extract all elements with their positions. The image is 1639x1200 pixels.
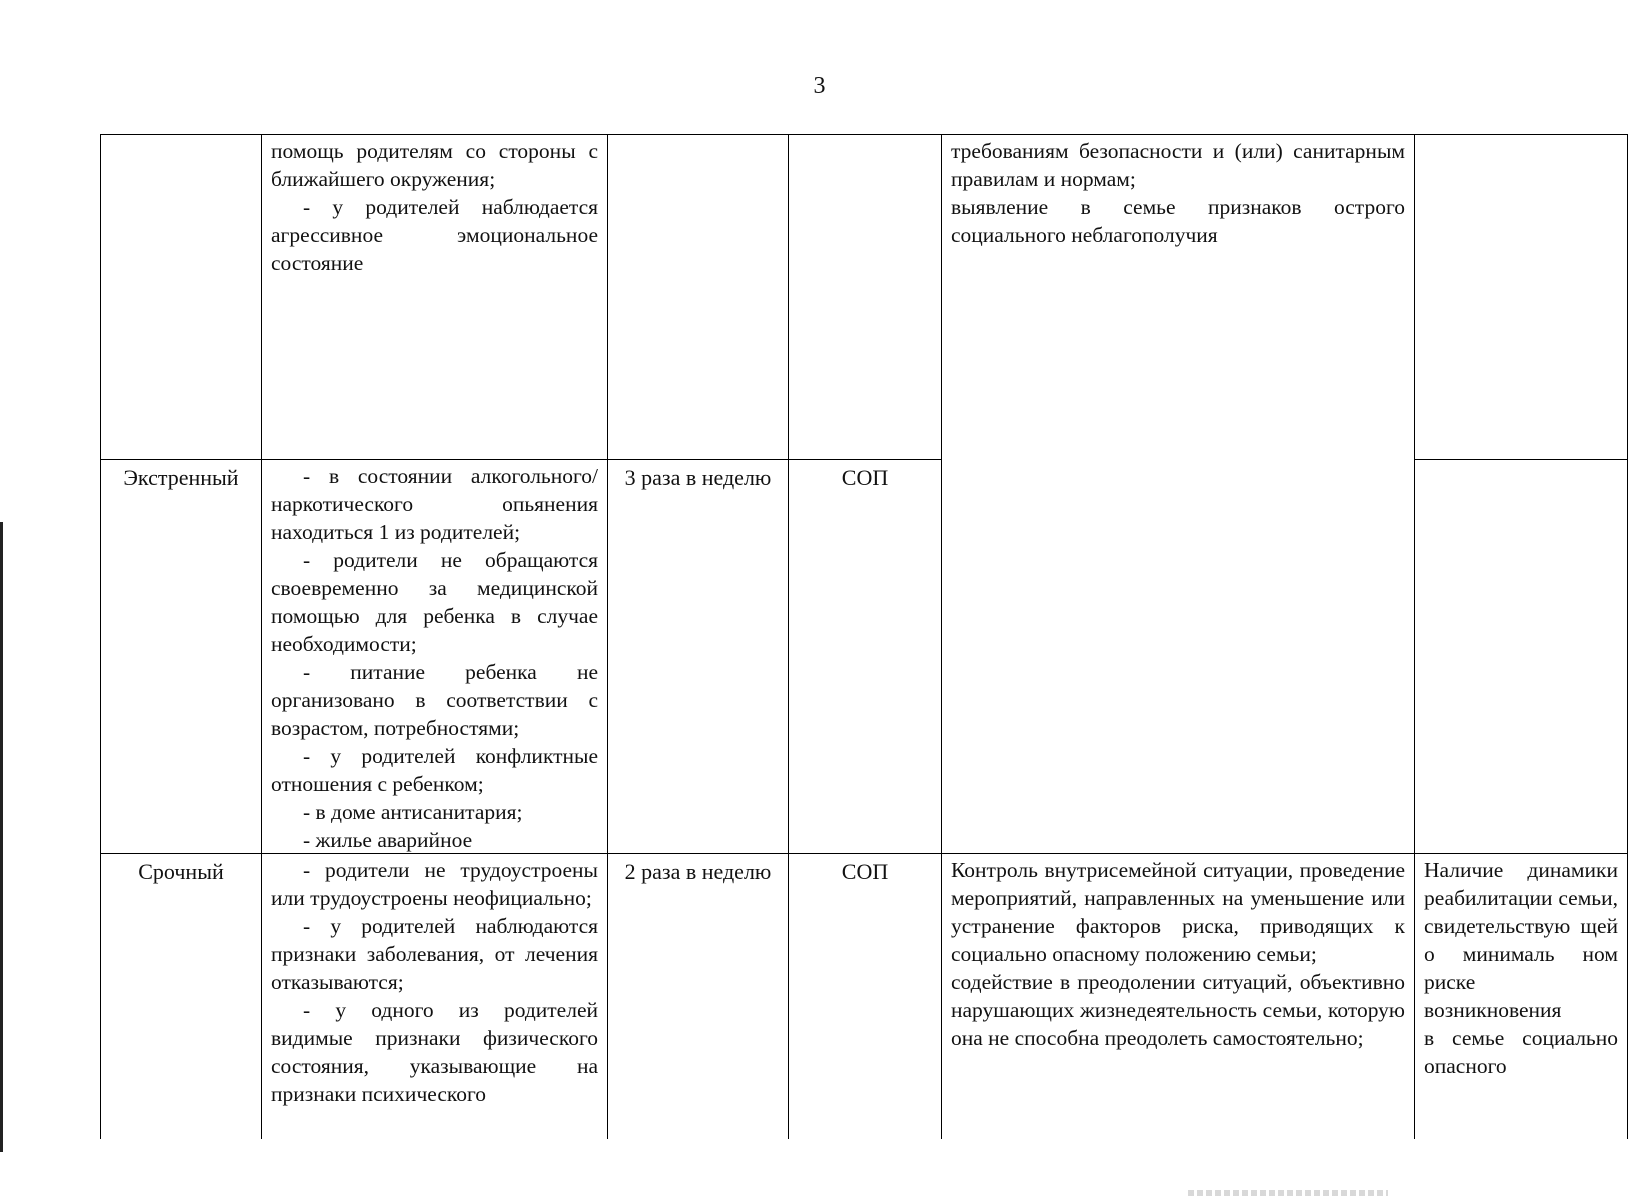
result-paragraph: Наличие динамики реабилитации семьи, свидетельствую щей о минималь ном риске возникновения (1424, 858, 1618, 1022)
row2-criteria-list (271, 462, 598, 854)
criteria-item: - у одного из родителей видимые признаки физического состояния, указывающие на признаки психического (271, 998, 598, 1106)
row2-frequency-cell: 3 раза в неделю (608, 460, 789, 854)
row3-frequency-cell: 2 раза в неделю (608, 854, 789, 1139)
row3-level-cell: Срочный (101, 854, 262, 1139)
actions-paragraph: выявление в семье признаков острого социального неблагополучия (951, 195, 1405, 247)
row1-result-cell (1415, 135, 1628, 460)
row3-criteria-list (271, 856, 598, 1108)
scan-edge-artifact (0, 522, 3, 1152)
result-paragraph: в семье социально опасного (1424, 1026, 1618, 1078)
row1-responsible-cell (789, 135, 942, 460)
actions-paragraph: Контроль внутрисемейной ситуации, проведение мероприятий, направленных на уменьшение или устранение факторов риска, приводящих к социально опасному положению семьи; (951, 858, 1405, 966)
row1-criteria-cell (262, 135, 608, 460)
criteria-item: - питание ребенка не организовано в соответствии с возрастом, потребностями; (271, 660, 598, 740)
row1-criteria-list (271, 137, 598, 277)
plan-table (100, 134, 1628, 1139)
row2-criteria-cell (262, 460, 608, 854)
criteria-item: - у родителей наблюдаются признаки заболевания, от лечения отказываются; (271, 914, 598, 994)
criteria-item: помощь родителям со стороны с ближайшего окружения; (271, 139, 598, 191)
actions-paragraph: требованиям безопасности и (или) санитарным правилам и нормам; (951, 139, 1405, 191)
row2-result-cell (1415, 460, 1628, 854)
row3-result-cell (1415, 854, 1628, 1139)
row3-criteria-cell (262, 854, 608, 1139)
page-number: 3 (813, 73, 826, 99)
criteria-item: - родители не обращаются своевременно за медицинской помощью для ребенка в случае необходимости; (271, 548, 598, 656)
criteria-item: - у родителей наблюдается агрессивное эмоциональное состояние (271, 195, 598, 275)
row3-responsible-cell: СОП (789, 854, 942, 1139)
criteria-item: - жилье аварийное (303, 828, 473, 852)
criteria-item: - в доме антисанитария; (303, 800, 523, 824)
actions-paragraph: содействие в преодолении ситуаций, объективно нарушающих жизнедеятельность семьи, которую она не способна преодолеть самостоятельно; (951, 970, 1405, 1050)
row2-responsible-cell: СОП (789, 460, 942, 854)
criteria-item: - в состоянии алкогольного/ наркотического опьянения находиться 1 из родителей; (271, 464, 598, 544)
criteria-item: - у родителей конфликтные отношения с ребенком; (271, 744, 598, 796)
row1-frequency-cell (608, 135, 789, 460)
scan-smudge-artifact (1188, 1190, 1388, 1196)
row1-actions-cell (942, 135, 1415, 854)
row1-level-cell (101, 135, 262, 460)
row2-level-cell: Экстренный (101, 460, 262, 854)
criteria-item: - родители не трудоустроены или трудоустроены неофициально; (271, 858, 598, 910)
row3-actions-cell (942, 854, 1415, 1139)
